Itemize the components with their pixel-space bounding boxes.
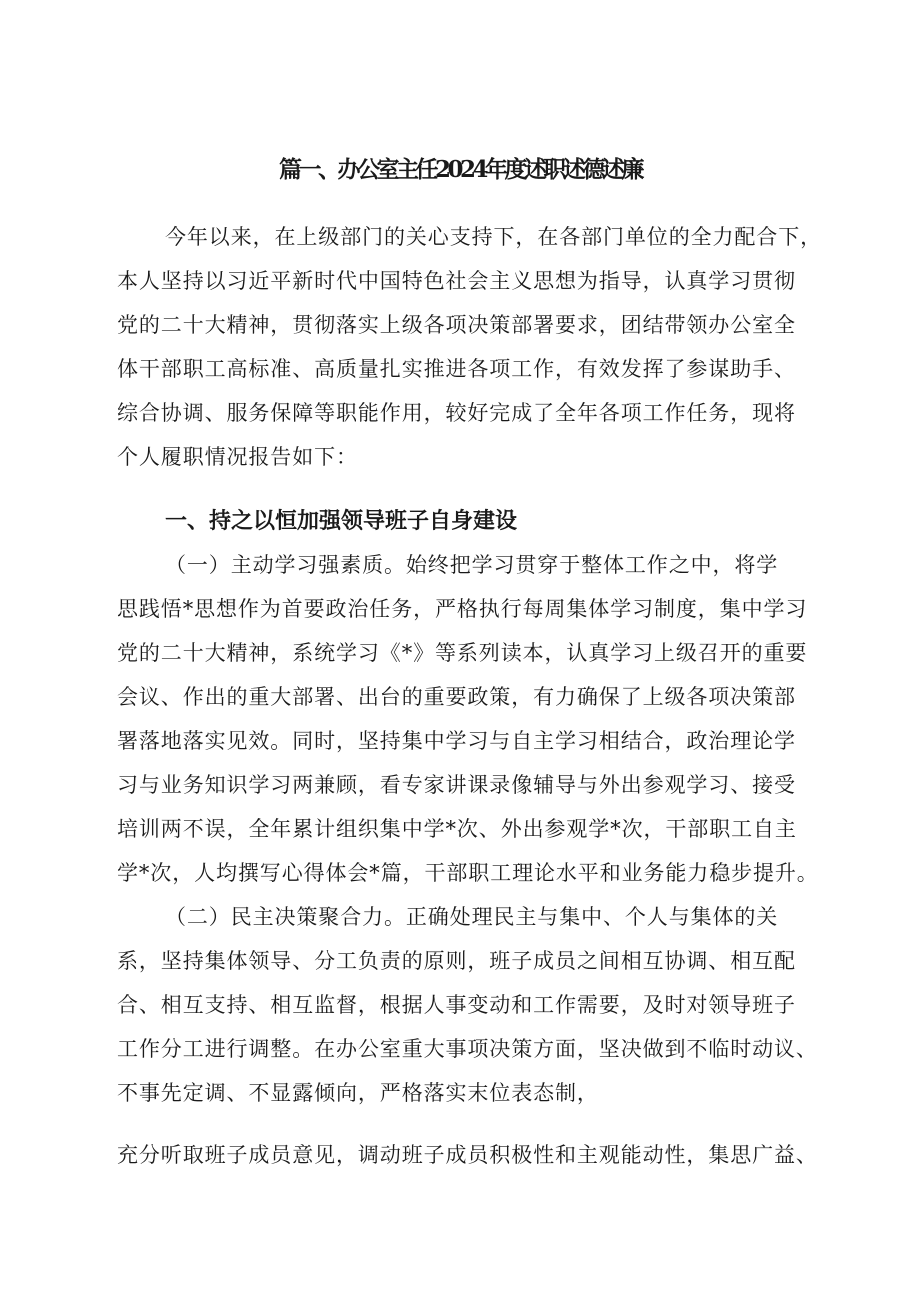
intro-line: 综合协调、服务保障等职能作用，较好完成了全年各项工作任务，现将 (117, 401, 796, 425)
intro-line: 体干部职工高标准、高质量扎实推进各项工作，有效发挥了参谋助手、 (117, 357, 796, 381)
intro-line: 党的二十大精神，贯彻落实上级各项决策部署要求，团结带领办公室全 (117, 313, 796, 337)
paragraph-line: 学*次，人均撰写心得体会*篇，干部职工理论水平和业务能力稳步提升。 (117, 861, 819, 885)
section-heading: 一、持之以恒加强领导班子自身建设 (165, 509, 518, 534)
paragraph-line: 党的二十大精神，系统学习《*》等系列读本，认真学习上级召开的重要 (117, 641, 808, 665)
paragraph-line: 工作分工进行调整。在办公室重大事项决策方面，坚决做到不临时动议、 (117, 1037, 818, 1061)
intro-line: 个人履职情况报告如下： (117, 445, 358, 469)
paragraph-line: 署落地落实见效。同时，坚持集中学习与自主学习相结合，政治理论学 (117, 729, 796, 753)
paragraph-line: 培训两不误，全年累计组织集中学*次、外出参观学*次，干部职工自主 (117, 817, 797, 841)
intro-line: 本人坚持以习近平新时代中国特色社会主义思想为指导，认真学习贯彻 (117, 269, 796, 293)
paragraph-line: 系，坚持集体领导、分工负责的原则，班子成员之间相互协调、相互配 (117, 949, 796, 973)
paragraph-line: 会议、作出的重大部署、出台的重要政策，有力确保了上级各项决策部 (117, 685, 796, 709)
paragraph-line: （一）主动学习强素质。始终把学习贯穿于整体工作之中，将学 (165, 553, 779, 577)
intro-line: 今年以来，在上级部门的关心支持下，在各部门单位的全力配合下， (165, 225, 822, 249)
paragraph-line: 合、相互支持、相互监督，根据人事变动和工作需要，及时对领导班子 (117, 993, 796, 1017)
document-title: 篇一、办公室主任2024年度述职述德述廉 (278, 156, 641, 183)
paragraph-line: 充分听取班子成员意见，调动班子成员积极性和主观能动性，集思广益、 (117, 1143, 818, 1167)
paragraph-line: 不事先定调、不显露倾向，严格落实末位表态制， (117, 1081, 599, 1105)
paragraph-line: 习与业务知识学习两兼顾，看专家讲课录像辅导与外出参观学习、接受 (117, 773, 796, 797)
paragraph-line: 思践悟*思想作为首要政治任务，严格执行每周集体学习制度，集中学习 (117, 597, 808, 621)
paragraph-line: （二）民主决策聚合力。正确处理民主与集中、个人与集体的关 (165, 905, 779, 929)
